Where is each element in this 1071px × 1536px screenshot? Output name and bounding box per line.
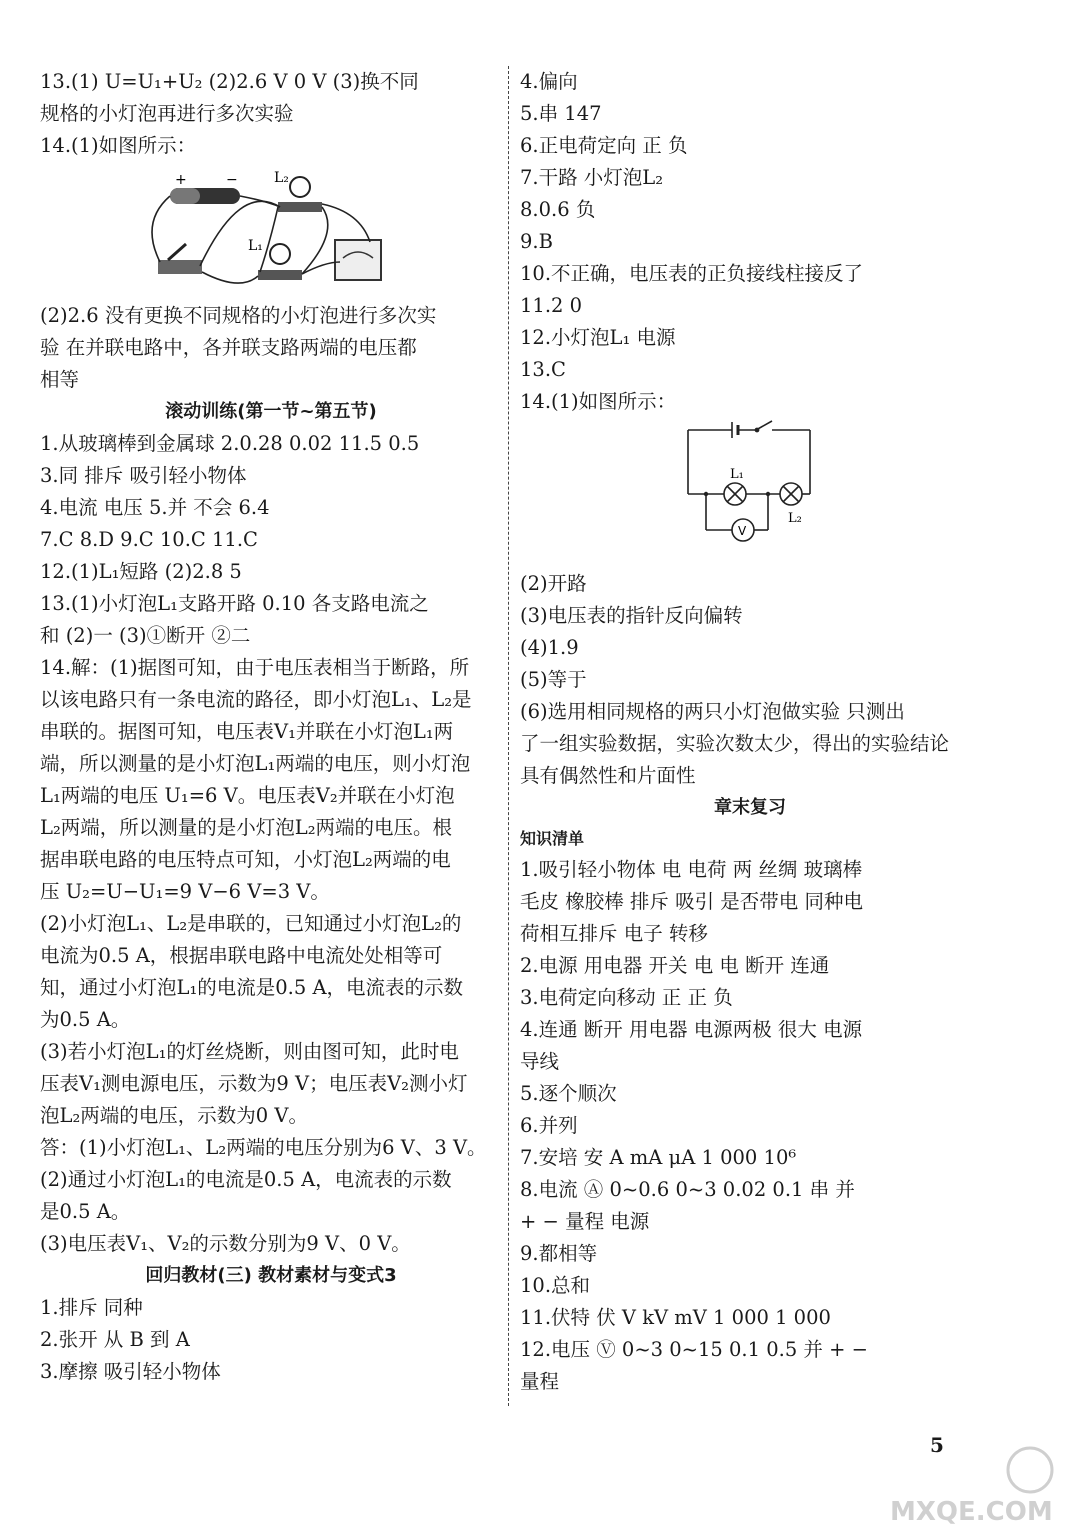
answer-line: 5.串 147 [520,102,602,125]
answer-line: (3)电压表V₁、V₂的示数分别为9 V、0 V。 [40,1232,411,1255]
answer-line: 11.伏特 伏 V kV mV 1 000 1 000 [520,1306,831,1329]
answer-line: 11.2 0 [520,294,583,317]
answer-line: 3.摩擦 吸引轻小物体 [40,1360,221,1383]
answer-line: 13.C [520,358,566,381]
answer-line: (3)若小灯泡L₁的灯丝烧断，则由图可知，此时电 [40,1040,459,1063]
answer-line: (4)1.9 [520,636,579,659]
answer-line: 9.都相等 [520,1242,598,1265]
answer-line: 6.正电荷定向 正 负 [520,134,688,157]
answer-line: (2)2.6 没有更换不同规格的小灯泡进行多次实 [40,304,437,327]
page-number: 5 [930,1433,944,1457]
answer-line: 10.不正确，电压表的正负接线柱接反了 [520,262,864,285]
answer-line: 7.C 8.D 9.C 10.C 11.C [40,528,258,551]
watermark-logo [880,1440,1060,1530]
section-title: 回归教材(三) 教材素材与变式3 [145,1265,397,1286]
voltmeter-label: V [738,524,747,538]
answer-line: 13.(1) U=U₁+U₂ (2)2.6 V 0 V (3)换不同 [40,70,419,93]
bulb-base-l1 [258,270,302,280]
circuit-photo-svg [40,162,502,300]
answer-line: 为0.5 A。 [40,1008,131,1031]
answer-line: 荷相互排斥 电子 转移 [520,922,708,945]
plus-label: + [175,172,187,188]
circuit-photo-figure [40,162,502,300]
voltmeter-icon [335,240,381,280]
section-title: 章末复习 [714,797,786,818]
answer-line: 8.0.6 负 [520,198,596,221]
l1-label: L₁ [248,238,263,254]
answer-line: 具有偶然性和片面性 [520,764,696,787]
subsection-title: 知识清单 [520,829,585,848]
answer-line: 13.(1)小灯泡L₁支路开路 0.10 各支路电流之 [40,592,429,615]
answer-line: (6)选用相同规格的两只小灯泡做实验 只测出 [520,700,905,723]
answer-line: 答：(1)小灯泡L₁、L₂两端的电压分别为6 V、3 V。 [40,1136,487,1159]
answer-line: 14.(1)如图所示： [520,390,677,413]
answer-line: 了一组实验数据，实验次数太少，得出的实验结论 [520,732,950,755]
answer-line: 4.电流 电压 5.并 不会 6.4 [40,496,270,519]
answer-line: 4.偏向 [520,70,578,93]
circuit-diagram-svg [520,418,980,568]
answer-line: L₂两端，所以测量的是小灯泡L₂两端的电压。根 [40,816,453,839]
l2-label: L₂ [274,170,289,186]
answer-line: 以该电路只有一条电流的路径，即小灯泡L₁、L₂是 [40,688,472,711]
l2-label: L₂ [788,511,802,526]
answer-line: 端，所以测量的是小灯泡L₁两端的电压，则小灯泡 [40,752,471,775]
answer-line: 3.同 排斥 吸引轻小物体 [40,464,247,487]
answer-line: 10.总和 [520,1274,591,1297]
left-column [40,66,502,1388]
answer-line: 2.电源 用电器 开关 电 电 断开 连通 [520,954,830,977]
answer-line: 9.B [520,230,553,253]
bulb-base-l2 [278,202,322,212]
answer-line: 验 在并联电路中，各并联支路两端的电压都 [40,336,417,359]
answer-line: 和 (2)一 (3)①断开 ②二 [40,624,251,647]
circuit-diagram-figure [520,418,980,568]
answer-line: 压表V₁测电源电压，示数为9 V；电压表V₂测小灯 [40,1072,468,1095]
answer-line: 7.安培 安 A mA μA 1 000 10⁶ [520,1146,797,1169]
answer-line: 1.吸引轻小物体 电 电荷 两 丝绸 玻璃棒 [520,858,863,881]
answer-line: 规格的小灯泡再进行多次实验 [40,102,294,125]
answer-line: 1.排斥 同种 [40,1296,143,1319]
answer-line: 串联的。据图可知，电压表V₁并联在小灯泡L₁两 [40,720,454,743]
answer-line: 7.干路 小灯泡L₂ [520,166,664,189]
watermark-text: MXQE.COM [890,1497,1053,1527]
answer-line: 12.小灯泡L₁ 电源 [520,326,676,349]
switch-icon [158,260,202,274]
answer-line: 6.并列 [520,1114,578,1137]
answer-line: 1.从玻璃棒到金属球 2.0.28 0.02 11.5 0.5 [40,432,420,455]
answer-line: 8.电流 Ⓐ 0~0.6 0~3 0.02 0.1 串 并 [520,1178,855,1201]
answer-line: 相等 [40,368,80,391]
section-title: 滚动训练(第一节~第五节) [165,401,377,422]
answer-line: 14.解：(1)据图可知，由于电压表相当于断路，所 [40,656,470,679]
answer-line: 是0.5 A。 [40,1200,131,1223]
answer-line: (2)通过小灯泡L₁的电流是0.5 A，电流表的示数 [40,1168,452,1191]
answer-line: 14.(1)如图所示： [40,134,197,157]
answer-line: 3.电荷定向移动 正 正 负 [520,986,733,1009]
answer-line: 毛皮 橡胶棒 排斥 吸引 是否带电 同种电 [520,890,863,913]
bulb-l2-icon [290,177,310,197]
answer-line: 2.张开 从 B 到 A [40,1328,190,1351]
answer-line: 12.(1)L₁短路 (2)2.8 5 [40,560,242,583]
answer-line: 导线 [520,1050,560,1073]
l1-label: L₁ [730,467,744,482]
answer-line: (5)等于 [520,668,587,691]
answer-line: (2)小灯泡L₁、L₂是串联的，已知通过小灯泡L₂的 [40,912,462,935]
minus-label: − [226,172,238,188]
answer-line: 知，通过小灯泡L₁的电流是0.5 A，电流表的示数 [40,976,464,999]
answer-line: (2)开路 [520,572,587,595]
answer-line: 4.连通 断开 用电器 电源两极 很大 电源 [520,1018,863,1041]
answer-line: L₁两端的电压 U₁=6 V。电压表V₂并联在小灯泡 [40,784,455,807]
column-divider [508,66,509,1406]
answer-line: 12.电压 Ⓥ 0~3 0~15 0.1 0.5 并 + − [520,1338,869,1361]
answer-line: 电流为0.5 A，根据串联电路中电流处处相等可 [40,944,443,967]
right-column [520,66,980,1398]
answer-line: (3)电压表的指针反向偏转 [520,604,743,627]
answer-line: 量程 [520,1370,560,1393]
answer-line: 泡L₂两端的电压，示数为0 V。 [40,1104,308,1127]
answer-line: + − 量程 电源 [520,1210,650,1233]
answer-line: 压 U₂=U−U₁=9 V−6 V=3 V。 [40,880,330,903]
answer-line: 据串联电路的电压特点可知，小灯泡L₂两端的电 [40,848,451,871]
answer-line: 5.逐个顺次 [520,1082,617,1105]
bulb-l1-icon [270,244,290,264]
